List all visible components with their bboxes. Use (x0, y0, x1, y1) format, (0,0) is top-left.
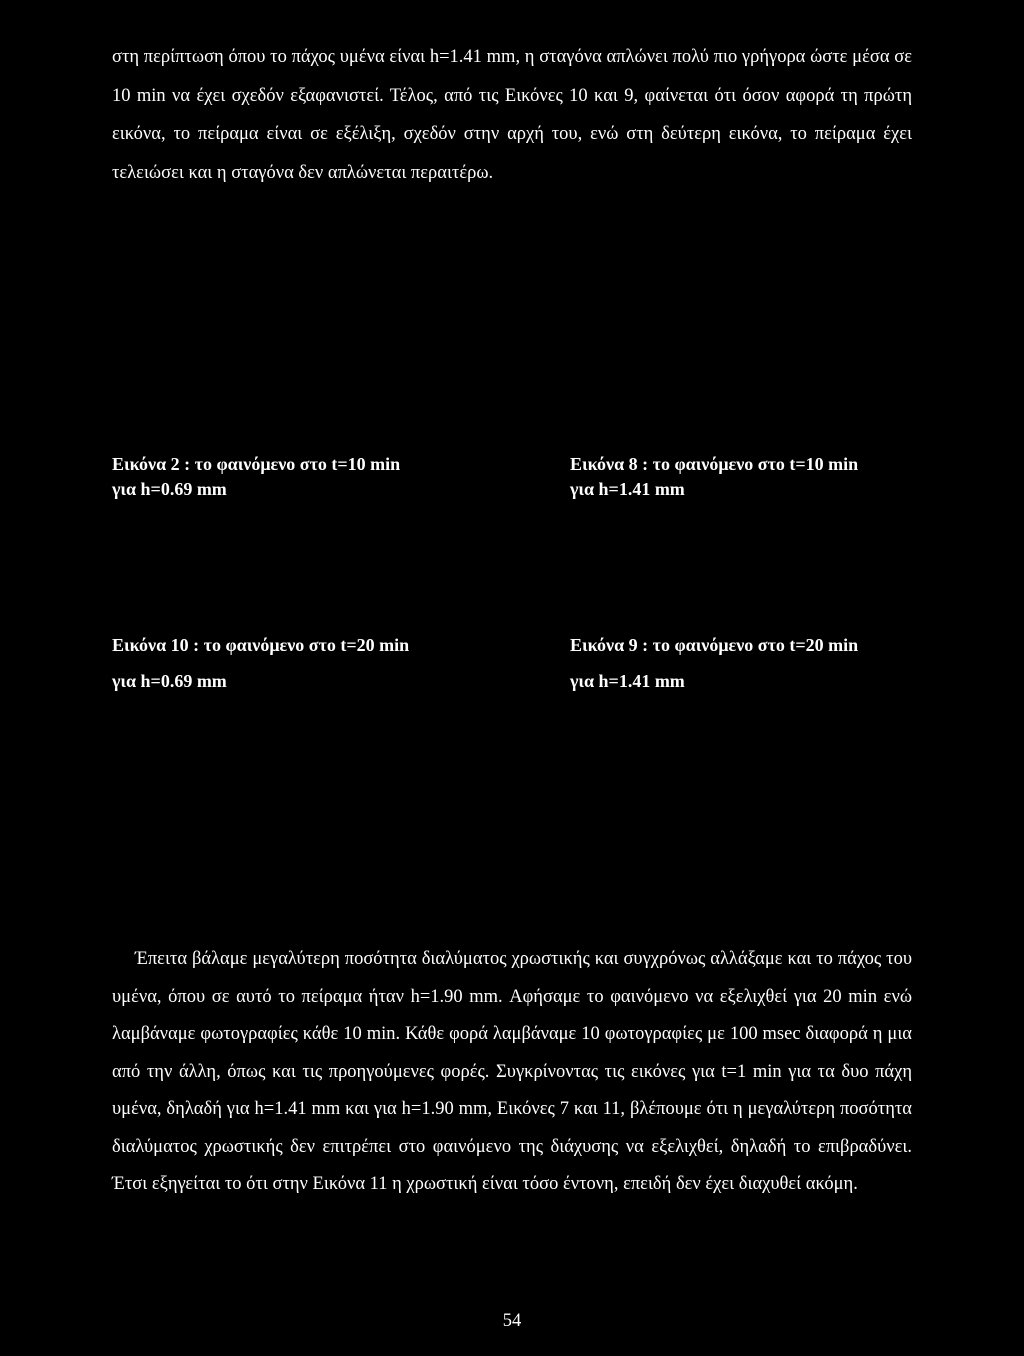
caption-figure-2 (112, 452, 492, 502)
paragraph-top: στη περίπτωση όπου το πάχος υμένα είναι h=1.41 mm, η σταγόνα απλώνει πολύ πιο γρήγορα ώστε μέσα σε 10 min να έχει σχεδόν εξαφανιστεί. Τέλος, από τις Εικόνες 10 και 9, φαίνεται ότι όσον αφορά τη πρώτη εικόνα, το πείραμα είναι σε εξέλιξη, σχεδόν στην αρχή του, ενώ στη δεύτερη εικόνα, το πείραμα έχει τελειώσει και η σταγόνα δεν απλώνεται περαιτέρω. (112, 47, 912, 183)
caption-figure-2-subtitle: για h=0.69 mm (112, 479, 227, 499)
caption-figure-2-title: Εικόνα 2 : το φαινόμενο στο t=10 min (112, 454, 401, 474)
caption-figure-9-title: Εικόνα 9 : το φαινόμενο στο t=20 min (570, 635, 859, 655)
page-number: 54 (502, 1311, 522, 1331)
caption-figure-8-subtitle: για h=1.41 mm (570, 479, 685, 499)
caption-figure-10 (112, 633, 492, 694)
caption-figure-9 (570, 633, 950, 694)
caption-figure-9-subtitle: για h=1.41 mm (570, 671, 685, 691)
caption-figure-8 (570, 452, 950, 502)
caption-figure-10-title: Εικόνα 10 : το φαινόμενο στο t=20 min (112, 635, 410, 655)
caption-figure-8-title: Εικόνα 8 : το φαινόμενο στο t=10 min (570, 454, 859, 474)
paragraph-bottom: Έπειτα βάλαμε μεγαλύτερη ποσότητα διαλύματος χρωστικής και συγχρόνως αλλάξαμε και το πάχος του υμένα, όπου σε αυτό το πείραμα ήταν h=1.90 mm. Αφήσαμε το φαινόμενο να εξελιχθεί για 20 min ενώ λαμβάναμε φωτογραφίες κάθε 10 min. Κάθε φορά λαμβάναμε 10 φωτογραφίες με 100 msec διαφορά η μια από την άλλη, όπως και τις προηγούμενες φορές. Συγκρίνοντας τις εικόνες για t=1 min για τα δυο πάχη υμένα, δηλαδή για h=1.41 mm και για h=1.90 mm, Εικόνες 7 και 11, βλέπουμε ότι η μεγαλύτερη ποσότητα διαλύματος χρωστικής δεν επιτρέπει στο φαινόμενο της διάχυσης να εξελιχθεί, δηλαδή το επιβραδύνει. Έτσι εξηγείται το ότι στην Εικόνα 11 η χρωστική είναι τόσο έντονη, επειδή δεν έχει διαχυθεί ακόμη. (112, 949, 912, 1194)
caption-figure-10-subtitle: για h=0.69 mm (112, 671, 227, 691)
